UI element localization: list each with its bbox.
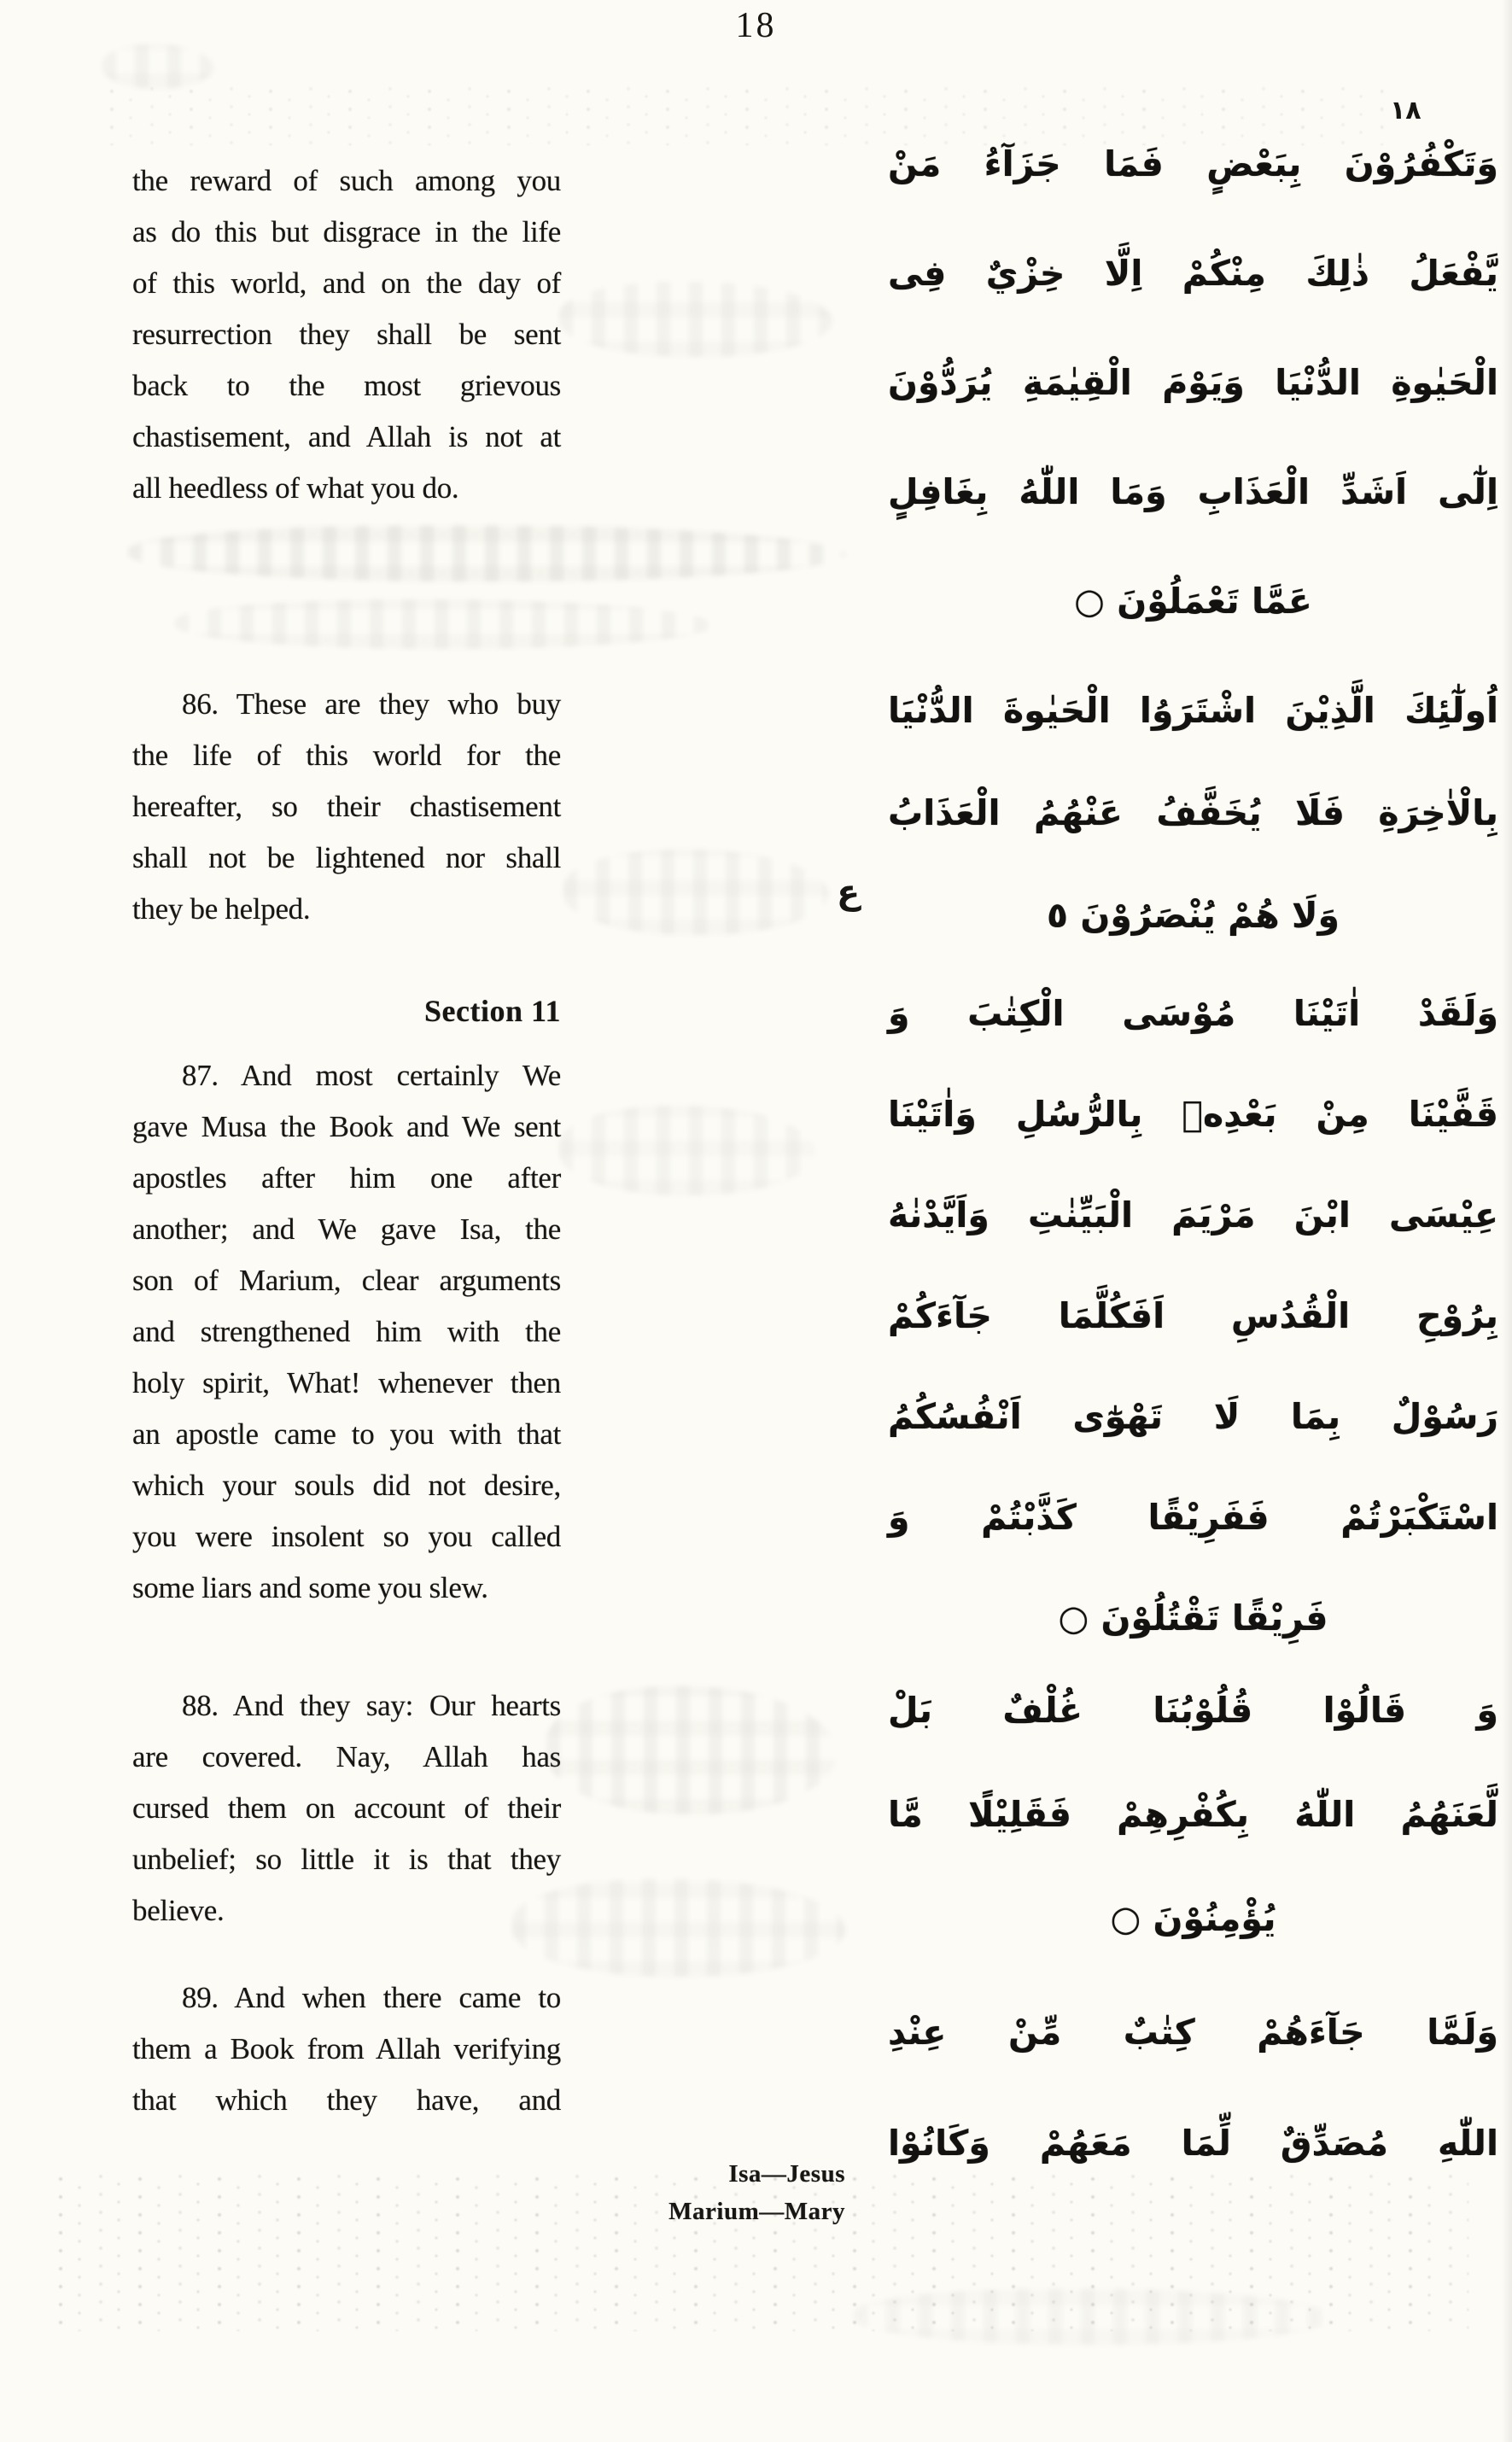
arabic-text-line: عَمَّا تَعْمَلُوْنَ ○	[1074, 581, 1312, 622]
text-line: which your souls did not desire,	[132, 1469, 561, 1502]
text-line: another; and We gave Isa, the	[132, 1212, 561, 1246]
arabic-text-line: الْحَيٰوةِ الدُّنْيَا وَيَوْمَ الْقِيٰمَةِ يُرَدُّوْنَ	[888, 362, 1498, 403]
text-line: believe.	[132, 1894, 225, 1927]
text-line: chastisement, and Allah is not at	[132, 420, 561, 453]
text-line: an apostle came to you with that	[132, 1417, 561, 1451]
arabic-text-line: وَلَمَّا جَآءَهُمْ كِتٰبٌ مِّنْ عِنْدِ	[888, 2012, 1498, 2053]
bleedthrough-artifact	[559, 282, 832, 357]
arabic-text-line: اسْتَكْبَرْتُمْ فَفَرِيْقًا كَذَّبْتُمْ وَ	[888, 1497, 1498, 1538]
arabic-text-line: يَّفْعَلُ ذٰلِكَ مِنْكُمْ اِلَّا خِزْيٌ فِى	[888, 253, 1498, 294]
arabic-text-line: يُؤْمِنُوْنَ ○	[1110, 1898, 1276, 1939]
text-line: are covered. Nay, Allah has	[132, 1740, 561, 1773]
arabic-verse-89	[888, 1977, 1498, 2199]
section-heading: Section 11	[423, 994, 561, 1028]
bleedthrough-artifact	[546, 1686, 837, 1814]
arabic-text-line: عِيْسَى ابْنَ مَرْيَمَ الْبَيِّنٰتِ وَاَيَّدْنٰهُ	[888, 1195, 1498, 1236]
text-line: shall not be lightened nor shall	[132, 841, 561, 874]
arabic-text-line: فَرِيْقًا تَقْتُلُوْنَ ○	[1058, 1598, 1328, 1639]
bleedthrough-artifact	[559, 1106, 815, 1195]
english-verse-87	[132, 1050, 561, 1614]
arabic-text-line: وَ قَالُوْا قُلُوْبُنَا غُلْفٌ بَلْ	[888, 1690, 1498, 1731]
text-line: son of Marium, clear arguments	[132, 1264, 561, 1297]
text-line: holy spirit, What! whenever then	[132, 1366, 561, 1399]
text-line: the life of this world for the	[132, 739, 561, 772]
text-line: resurrection they shall be sent	[132, 318, 561, 351]
text-line: cursed them on account of their	[132, 1791, 561, 1825]
english-verse-88	[132, 1680, 561, 1937]
arabic-text-line: لَّعَنَهُمُ اللّٰهُ بِكُفْرِهِمْ فَقَلِيْلًا مَّا	[888, 1794, 1498, 1835]
text-line: apostles after him one after	[132, 1161, 561, 1195]
text-line: all heedless of what you do.	[132, 471, 459, 505]
text-line: 86. These are they who buy	[182, 687, 561, 721]
arabic-text-line: رَسُوْلٌ بِمَا لَا تَهْوٰٓى اَنْفُسُكُمُ	[888, 1396, 1498, 1437]
ruku-number-marker: ١٨	[1390, 96, 1422, 126]
bleedthrough-artifact	[854, 2288, 1332, 2345]
text-line: you were insolent so you called	[132, 1520, 561, 1553]
arabic-verse-88	[888, 1658, 1498, 1971]
text-line: some liars and some you slew.	[132, 1571, 488, 1604]
footnote-glossary	[410, 2155, 845, 2230]
arabic-text-line: وَلَا هُمْ يُنْصَرُوْنَ ٥	[1047, 895, 1340, 936]
bleedthrough-artifact	[512, 1878, 845, 1977]
text-line: 89. And when there came to	[182, 1981, 561, 2014]
text-line: 88. And they say: Our hearts	[182, 1689, 561, 1722]
arabic-text-line: اِلٰٓى اَشَدِّ الْعَذَابِ وَمَا اللّٰهُ بِغَافِلٍ	[888, 471, 1498, 512]
arabic-text-line: بِرُوْحِ الْقُدُسِ اَفَكُلَّمَا جَآءَكُمْ	[888, 1295, 1498, 1336]
bleedthrough-artifact	[128, 525, 845, 581]
ruku-end-marker: ع	[837, 873, 861, 912]
arabic-text-line: بِالْاٰخِرَةِ فَلَا يُخَفَّفُ عَنْهُمُ الْعَذَابُ	[888, 792, 1498, 833]
arabic-text-line: اللّٰهِ مُصَدِّقٌ لِّمَا مَعَهُمْ وَكَانُوْا	[888, 2123, 1498, 2164]
english-verse-85-continuation	[132, 155, 561, 514]
arabic-text-line: اُولٰٓئِكَ الَّذِيْنَ اشْتَرَوُا الْحَيٰوةَ الدُّنْيَا	[888, 690, 1498, 731]
text-line: the reward of such among you	[132, 164, 561, 197]
bleedthrough-artifact	[102, 44, 213, 89]
text-line: and strengthened him with the	[132, 1315, 561, 1348]
arabic-verse-86	[888, 659, 1498, 967]
text-line: they be helped.	[132, 892, 311, 926]
bleedthrough-artifact	[563, 850, 828, 935]
page-number: 18	[735, 6, 777, 45]
text-line: hereafter, so their chastisement	[132, 790, 561, 823]
bleedthrough-artifact	[175, 599, 713, 649]
text-line: of this world, and on the day of	[132, 266, 561, 300]
english-verse-89	[132, 1972, 561, 2126]
text-line: 87. And most certainly We	[182, 1059, 561, 1092]
text-line: unbelief; so little it is that they	[132, 1843, 561, 1876]
arabic-text-line: قَفَّيْنَا مِنْ بَعْدِهٖ بِالرُّسُلِ وَاٰتَيْنَا	[888, 1094, 1498, 1135]
text-line: gave Musa the Book and We sent	[132, 1110, 561, 1143]
text-line: Isa—Jesus	[728, 2160, 845, 2188]
english-verse-86	[132, 679, 561, 935]
arabic-verse-85	[888, 109, 1498, 656]
arabic-text-line: وَلَقَدْ اٰتَيْنَا مُوْسَى الْكِتٰبَ وَ	[888, 993, 1498, 1034]
text-line: Marium—Mary	[668, 2198, 845, 2225]
text-line: back to the most grievous	[132, 369, 561, 402]
arabic-verse-87	[888, 963, 1498, 1668]
arabic-text-line: وَتَكْفُرُوْنَ بِبَعْضٍ فَمَا جَزَآءُ مَنْ	[888, 143, 1498, 184]
text-line: them a Book from Allah verifying	[132, 2032, 561, 2065]
text-line: as do this but disgrace in the life	[132, 215, 561, 248]
text-line: that which they have, and	[132, 2083, 561, 2117]
